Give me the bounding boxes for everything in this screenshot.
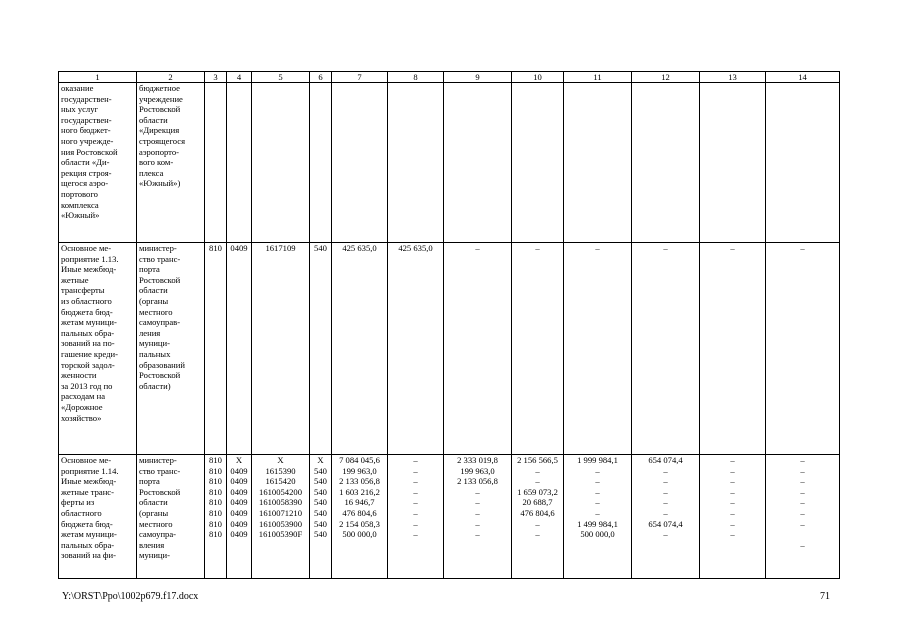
vr-cell: 540 bbox=[310, 243, 332, 455]
amount-cell: 425 635,0 bbox=[332, 243, 388, 455]
csr-cell: 1617109 bbox=[252, 243, 310, 455]
grbs-cell: 810 bbox=[205, 243, 227, 455]
header-cell: 9 bbox=[444, 72, 512, 83]
header-cell: 3 bbox=[205, 72, 227, 83]
header-cell: 6 bbox=[310, 72, 332, 83]
amount-cell: 425 635,0 bbox=[388, 243, 444, 455]
amount-cell: – bbox=[444, 243, 512, 455]
header-cell: 4 bbox=[227, 72, 252, 83]
budget-table bbox=[58, 71, 840, 579]
header-cell: 2 bbox=[137, 72, 205, 83]
table-row bbox=[59, 83, 840, 243]
amount-cell: – bbox=[700, 243, 766, 455]
page-number: 71 bbox=[820, 591, 830, 602]
header-cell: 7 bbox=[332, 72, 388, 83]
amount-cell: 2 333 019,8 199 963,0 2 133 056,8 – – – – – bbox=[444, 455, 512, 579]
header-cell: 13 bbox=[700, 72, 766, 83]
executor-cell: бюджетное учреждение Ростовской области «Дирекция строящегося аэропорто- вого ком- плекса «Южный») bbox=[137, 83, 205, 243]
amount-cell: – bbox=[632, 243, 700, 455]
vr-cell: Х 540 540 540 540 540 540 540 bbox=[310, 455, 332, 579]
header-cell: 10 bbox=[512, 72, 564, 83]
amount-cell: 7 084 045,6 199 963,0 2 133 056,8 1 603 216,2 16 946,7 476 804,6 2 154 058,3 500 000,0 bbox=[332, 455, 388, 579]
activity-name-cell: оказание государствен- ных услуг государствен- ного бюджет- ного учрежде- ния Ростовской области «Ди- рекция строя- щегося аэро- портового комплекса «Южный» bbox=[59, 83, 137, 243]
amount-cell: – – – – – – – – bbox=[700, 455, 766, 579]
header-cell: 1 bbox=[59, 72, 137, 83]
header-cell: 11 bbox=[564, 72, 632, 83]
amount-cell: – bbox=[766, 243, 840, 455]
table-row bbox=[59, 455, 840, 579]
executor-cell: министер- ство транс- порта Ростовской области (органы местного самоуправ- ления муници- пальных образований Ростовской области) bbox=[137, 243, 205, 455]
header-cell: 12 bbox=[632, 72, 700, 83]
activity-name-cell: Основное ме- роприятие 1.13. Иные межбюд- жетные трансферты из областного бюджета бюд- жетам муници- пальных обра- зований на по- гашение креди- торской задол- женности за 2013 год по расходам на «Дорожное хозяйство» bbox=[59, 243, 137, 455]
activity-name-cell: Основное ме- роприятие 1.14. Иные межбюд- жетные транс- ферты из областного бюджета бюд- жетам муници- пальных обра- зований на фи- bbox=[59, 455, 137, 579]
grbs-cell: 810 810 810 810 810 810 810 810 bbox=[205, 455, 227, 579]
header-cell: 14 bbox=[766, 72, 840, 83]
amount-cell: – – – – – – – – bbox=[388, 455, 444, 579]
header-cell: 5 bbox=[252, 72, 310, 83]
amount-cell: 2 156 566,5 – – 1 659 073,2 20 688,7 476 804,6 – – bbox=[512, 455, 564, 579]
amount-cell: – bbox=[512, 243, 564, 455]
rzpr-cell: 0409 bbox=[227, 243, 252, 455]
amount-cell: 654 074,4 – – – – – 654 074,4 – bbox=[632, 455, 700, 579]
header-cell: 8 bbox=[388, 72, 444, 83]
rzpr-cell: Х 0409 0409 0409 0409 0409 0409 0409 bbox=[227, 455, 252, 579]
file-path-footer: Y:\ORST\Ppo\1002p679.f17.docx bbox=[62, 591, 199, 602]
amount-cell: 1 999 984,1 – – – – – 1 499 984,1 500 000,0 bbox=[564, 455, 632, 579]
table-header-row bbox=[59, 72, 840, 83]
amount-cell: – bbox=[564, 243, 632, 455]
executor-cell: министер- ство транс- порта Ростовской области (органы местного самоупра- вления муници- bbox=[137, 455, 205, 579]
csr-cell: Х 1615390 1615420 1610054200 1610058390 1610071210 1610053900 161005390F bbox=[252, 455, 310, 579]
table-row bbox=[59, 243, 840, 455]
amount-cell: – – – – – – – – bbox=[766, 455, 840, 579]
